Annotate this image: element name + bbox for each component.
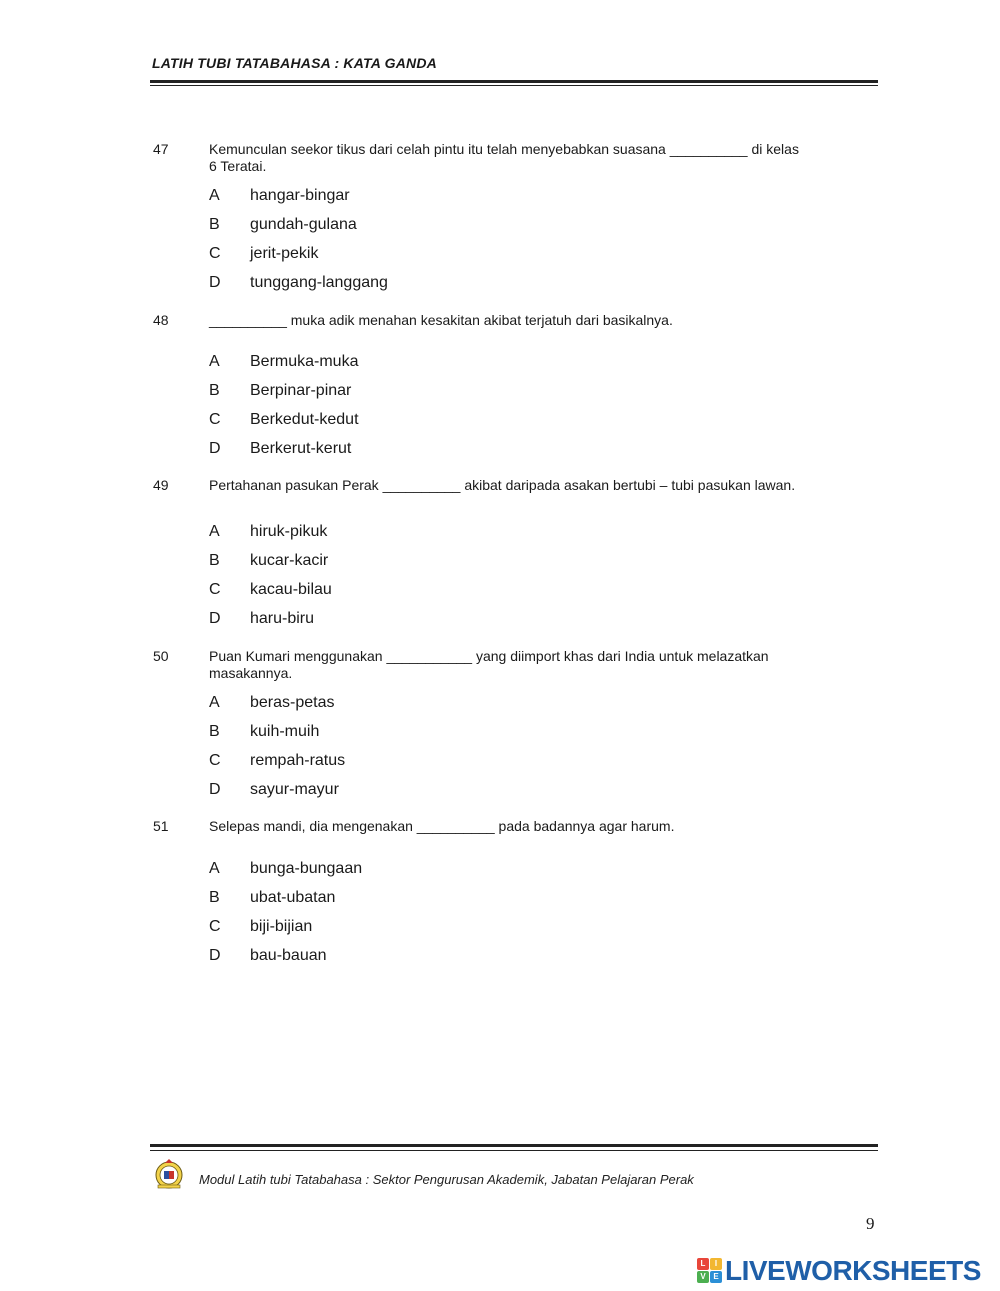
option-50-a[interactable] [0, 694, 1000, 711]
page-number: 9 [866, 1214, 875, 1233]
option-text: gundah-gulana [250, 216, 357, 233]
option-51-d[interactable] [0, 947, 1000, 964]
option-text: hangar-bingar [250, 187, 350, 204]
option-49-c[interactable] [0, 581, 1000, 598]
option-letter: D [209, 781, 221, 798]
question-number: 48 [153, 312, 169, 328]
option-letter: B [209, 889, 220, 906]
question-number: 49 [153, 477, 169, 493]
question-text: Selepas mandi, dia mengenakan __________ pada badannya agar harum. [209, 818, 675, 834]
option-letter: C [209, 245, 221, 262]
option-text: rempah-ratus [250, 752, 346, 769]
option-51-c[interactable] [0, 918, 1000, 935]
brand-block-e: E [710, 1271, 722, 1283]
option-letter: B [209, 723, 220, 740]
option-letter: D [209, 274, 221, 291]
option-47-c[interactable] [0, 245, 1000, 262]
header-rule-thick [150, 80, 878, 83]
brand-name: LIVEWORKSHEETS [725, 1255, 981, 1286]
option-text: kuih-muih [250, 723, 320, 740]
option-text: jerit-pekik [250, 245, 319, 262]
option-text: Berkerut-kerut [250, 440, 352, 457]
page-header-title: LATIH TUBI TATABAHASA : KATA GANDA [152, 55, 437, 71]
option-letter: A [209, 523, 220, 540]
option-51-a[interactable] [0, 860, 1000, 877]
question-text: Kemunculan seekor tikus dari celah pintu itu telah menyebabkan suasana __________ di kelas 6 Teratai. [209, 141, 799, 174]
question-text: __________ muka adik menahan kesakitan akibat terjatuh dari basikalnya. [209, 312, 673, 328]
option-48-d[interactable] [0, 440, 1000, 457]
question-text: Pertahanan pasukan Perak __________ akibat daripada asakan bertubi – tubi pasukan lawan. [209, 477, 796, 493]
option-48-a[interactable] [0, 353, 1000, 370]
option-text: Berkedut-kedut [250, 411, 359, 428]
option-letter: D [209, 947, 221, 964]
option-letter: B [209, 552, 220, 569]
option-letter: C [209, 918, 221, 935]
option-50-d[interactable] [0, 781, 1000, 798]
option-letter: C [209, 411, 221, 428]
option-text: tunggang-langgang [250, 274, 388, 291]
option-letter: D [209, 440, 221, 457]
option-letter: A [209, 353, 220, 370]
footer-rule-thin [150, 1150, 878, 1151]
option-letter: D [209, 610, 221, 627]
option-text: kucar-kacir [250, 552, 329, 569]
option-letter: A [209, 187, 220, 204]
option-49-d[interactable] [0, 610, 1000, 627]
option-letter: A [209, 694, 220, 711]
option-text: ubat-ubatan [250, 889, 336, 906]
option-text: bunga-bungaan [250, 860, 363, 877]
option-51-b[interactable] [0, 889, 1000, 906]
option-letter: A [209, 860, 220, 877]
crest-icon [154, 1158, 184, 1190]
option-text: beras-petas [250, 694, 335, 711]
question-number: 47 [153, 141, 169, 157]
option-48-c[interactable] [0, 411, 1000, 428]
question-text: Puan Kumari menggunakan ___________ yang diimport khas dari India untuk melazatkan masakannya. [209, 648, 769, 681]
header-rule-thin [150, 85, 878, 86]
brand-block-v: V [697, 1271, 709, 1283]
option-49-a[interactable] [0, 523, 1000, 540]
option-letter: C [209, 752, 221, 769]
option-47-b[interactable] [0, 216, 1000, 233]
option-text: kacau-bilau [250, 581, 332, 598]
option-text: sayur-mayur [250, 781, 339, 798]
option-text: Bermuka-muka [250, 353, 359, 370]
brand-logo-icon [697, 1258, 723, 1284]
option-text: Berpinar-pinar [250, 382, 352, 399]
brand-block-l: L [697, 1258, 709, 1270]
option-letter: C [209, 581, 221, 598]
option-48-b[interactable] [0, 382, 1000, 399]
option-text: hiruk-pikuk [250, 523, 328, 540]
brand-block-i: I [710, 1258, 722, 1270]
option-47-a[interactable] [0, 187, 1000, 204]
option-47-d[interactable] [0, 274, 1000, 291]
footer-rule-thick [150, 1144, 878, 1147]
option-text: bau-bauan [250, 947, 327, 964]
option-50-c[interactable] [0, 752, 1000, 769]
question-number: 51 [153, 818, 169, 834]
option-50-b[interactable] [0, 723, 1000, 740]
question-number: 50 [153, 648, 169, 664]
option-text: biji-bijian [250, 918, 313, 935]
option-text: haru-biru [250, 610, 315, 627]
option-letter: B [209, 382, 220, 399]
footer-text: Modul Latih tubi Tatabahasa : Sektor Pengurusan Akademik, Jabatan Pelajaran Perak [199, 1172, 694, 1187]
option-letter: B [209, 216, 220, 233]
option-49-b[interactable] [0, 552, 1000, 569]
